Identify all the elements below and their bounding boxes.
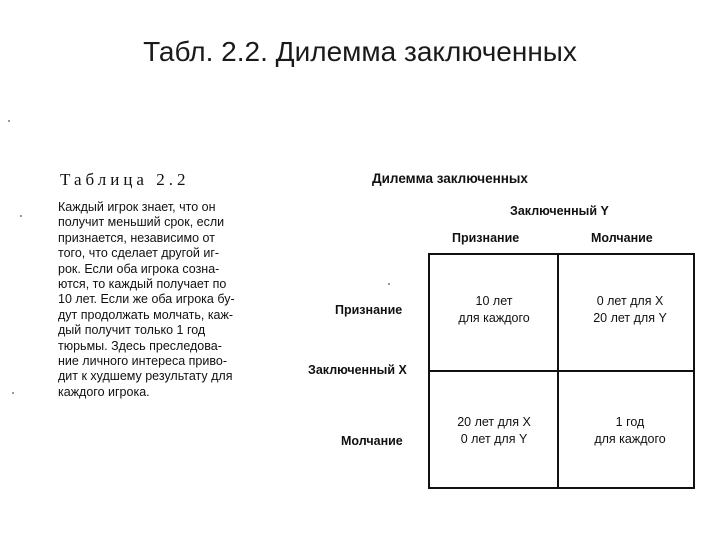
description-line: получит меньший срок, если — [58, 215, 225, 230]
description-line: дит к худшему результату для — [58, 369, 233, 384]
column-header-silence: Молчание — [591, 231, 653, 245]
scan-speck — [388, 283, 390, 285]
cell-silence-silence: 1 год для каждого — [594, 415, 666, 446]
scan-speck — [8, 120, 10, 122]
scan-speck — [20, 215, 22, 217]
row-header-silence: Молчание — [341, 434, 403, 448]
description-line: рок. Если оба игрока созна- — [58, 261, 220, 276]
scan-speck — [12, 392, 14, 394]
cell-confess-confess: 10 лет для каждого — [458, 294, 530, 325]
description-line: дут продолжать молчать, каж- — [58, 307, 234, 322]
description-line: признается, независимо от — [58, 230, 215, 245]
description-line: каждого игрока. — [58, 384, 150, 399]
row-header-confess: Признание — [335, 303, 403, 317]
slide-title: Табл. 2.2. Дилемма заключенных — [143, 36, 577, 67]
description-line: ние личного интереса приво- — [58, 354, 227, 369]
description-line: тюрьмы. Здесь преследова- — [58, 338, 222, 353]
cell-silence-confess: 20 лет для X 0 лет для Y — [457, 415, 531, 446]
description-line: ются, то каждый получает по — [58, 277, 227, 292]
cell-confess-silence: 0 лет для X 20 лет для Y — [593, 294, 667, 325]
column-player-label: Заключенный Y — [510, 204, 609, 218]
matrix-divider-horizontal — [428, 370, 695, 372]
row-player-label: Заключенный X — [308, 363, 407, 377]
table-description — [58, 200, 263, 400]
description-line: 10 лет. Если же оба игрока бу- — [58, 292, 235, 307]
matrix-title: Дилемма заключенных — [372, 171, 528, 186]
description-line: дый получит только 1 год — [58, 323, 206, 338]
description-line: того, что сделает другой иг- — [58, 246, 220, 261]
description-line: Каждый игрок знает, что он — [58, 200, 216, 214]
column-header-confess: Признание — [452, 231, 520, 245]
table-caption: Таблица 2.2 — [60, 170, 190, 189]
